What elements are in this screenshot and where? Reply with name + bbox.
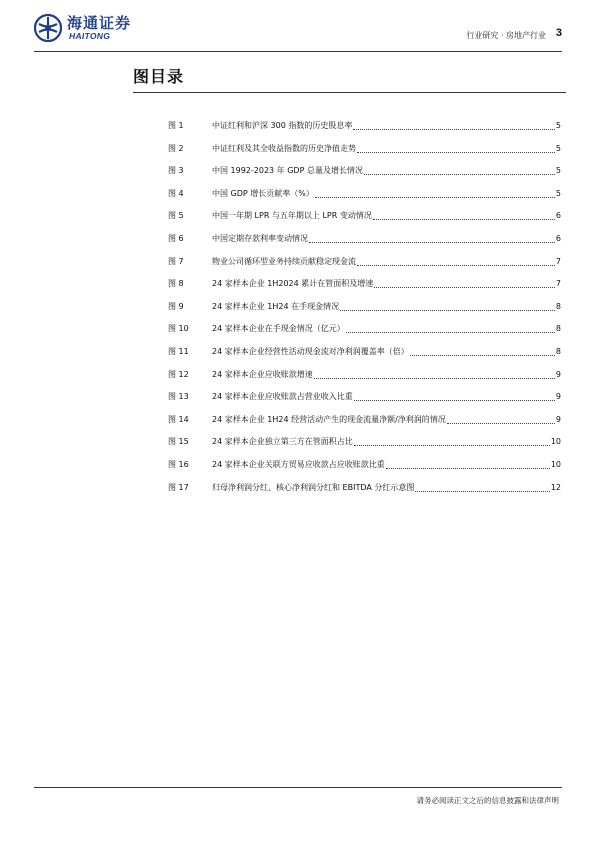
footer-divider — [34, 787, 562, 788]
toc-entry-title: 24 家样本企业应收账款增速 — [212, 369, 313, 379]
toc-entry-page: 6 — [555, 211, 561, 221]
toc-entry-title: 24 家样本企业 1H24 在手现金情况 — [212, 301, 340, 311]
toc-entry-title: 24 家样本企业在手现金情况（亿元） — [212, 324, 345, 334]
toc-leader-dots — [447, 414, 555, 424]
toc-entry-number: 图 5 — [168, 211, 184, 221]
toc-entry[interactable] — [168, 482, 561, 505]
toc-entry-page: 10 — [550, 437, 561, 447]
toc-entry-page: 9 — [555, 369, 561, 379]
haitong-logo-icon — [34, 14, 62, 42]
toc-entry-title: 归母净利润分红、核心净利润分红和 EBITDA 分红示意图 — [212, 482, 415, 492]
toc-leader-dots — [357, 143, 555, 153]
toc-entry-title: 中国定期存款利率变动情况 — [212, 233, 308, 243]
toc-leader-dots — [354, 391, 555, 401]
toc-entry-page: 9 — [555, 414, 561, 424]
toc-entry-number: 图 8 — [168, 279, 184, 289]
toc-entry-number: 图 3 — [168, 166, 184, 176]
toc-entry-title: 中证红利及其全收益指数的历史净值走势 — [212, 143, 356, 153]
toc-entry[interactable] — [168, 346, 561, 369]
figure-list — [168, 120, 561, 504]
toc-entry-page: 5 — [555, 143, 561, 153]
toc-entry-title: 24 家样本企业经营性活动现金流对净利润覆盖率（倍） — [212, 346, 409, 356]
toc-leader-dots — [353, 120, 555, 130]
toc-entry[interactable] — [168, 120, 561, 143]
toc-entry-number: 图 6 — [168, 233, 184, 243]
toc-leader-dots — [374, 278, 555, 288]
toc-entry-page: 5 — [555, 121, 561, 130]
toc-leader-dots — [410, 346, 555, 356]
toc-entry-number: 图 2 — [168, 143, 184, 153]
logo-text-cn: 海通证券 — [67, 14, 132, 32]
toc-entry-page: 12 — [550, 482, 561, 492]
toc-heading-divider — [133, 92, 566, 93]
toc-entry[interactable] — [168, 391, 561, 414]
toc-entry-number: 图 14 — [168, 414, 189, 424]
toc-entry[interactable] — [168, 301, 561, 324]
toc-entry-title: 24 家样本企业应收账款占营业收入比重 — [212, 392, 353, 402]
toc-entry-title: 24 家样本企业关联方贸易应收款占应收账款比重 — [212, 459, 385, 469]
toc-entry-page: 5 — [555, 166, 561, 176]
toc-entry-number: 图 10 — [168, 324, 189, 334]
toc-entry[interactable] — [168, 278, 561, 301]
header-divider — [34, 51, 562, 52]
toc-leader-dots — [354, 436, 550, 446]
toc-entry-page: 9 — [555, 392, 561, 402]
page-header — [34, 12, 562, 50]
toc-entry-number: 图 13 — [168, 392, 189, 402]
toc-entry-number: 图 7 — [168, 256, 184, 266]
toc-leader-dots — [386, 459, 550, 469]
toc-entry-page: 7 — [555, 279, 561, 289]
toc-heading: 图目录 — [133, 67, 185, 86]
toc-entry-page: 5 — [555, 188, 561, 198]
toc-entry[interactable] — [168, 210, 561, 233]
toc-entry[interactable] — [168, 323, 561, 346]
toc-entry-page: 8 — [555, 324, 561, 334]
toc-entry-page: 8 — [555, 346, 561, 356]
toc-entry-page: 10 — [550, 459, 561, 469]
toc-leader-dots — [346, 323, 555, 333]
toc-entry-page: 7 — [555, 256, 561, 266]
toc-leader-dots — [315, 188, 555, 198]
toc-entry[interactable] — [168, 233, 561, 256]
toc-entry[interactable] — [168, 369, 561, 392]
toc-entry[interactable] — [168, 256, 561, 279]
toc-entry[interactable] — [168, 459, 561, 482]
toc-entry-title: 24 家样本企业独立第三方在管面积占比 — [212, 437, 353, 447]
toc-entry[interactable] — [168, 188, 561, 211]
toc-entry-number: 图 9 — [168, 301, 184, 311]
toc-entry-title: 中证红利和沪深 300 指数的历史股息率 — [212, 121, 353, 130]
toc-entry[interactable] — [168, 143, 561, 166]
toc-entry-title: 物业公司循环型业务持续贡献稳定现金流 — [212, 256, 356, 266]
toc-leader-dots — [364, 165, 555, 175]
toc-entry-title: 24 家样本企业 1H24 经营活动产生的现金流量净额/净利润的情况 — [212, 414, 446, 424]
toc-entry-number: 图 12 — [168, 369, 189, 379]
header-section-label: 行业研究 · 房地产行业 — [466, 31, 546, 40]
toc-leader-dots — [373, 210, 555, 220]
toc-entry-page: 8 — [555, 301, 561, 311]
toc-entry-number: 图 4 — [168, 188, 184, 198]
toc-entry-title: 中国 GDP 增长贡献率（%） — [212, 188, 314, 198]
toc-leader-dots — [415, 482, 549, 492]
toc-entry-title: 中国一年期 LPR 与五年期以上 LPR 变动情况 — [212, 211, 372, 221]
toc-entry-title: 中国 1992-2023 年 GDP 总量及增长情况 — [212, 166, 363, 176]
logo-text-en: HAITONG — [69, 31, 111, 41]
footer-disclaimer: 请务必阅读正文之后的信息披露和法律声明 — [416, 796, 559, 805]
toc-entry-number: 图 16 — [168, 459, 189, 469]
toc-leader-dots — [309, 233, 555, 243]
toc-entry-number: 图 15 — [168, 437, 189, 447]
company-logo — [34, 12, 154, 48]
toc-leader-dots — [314, 369, 555, 379]
toc-entry-number: 图 17 — [168, 482, 189, 492]
toc-entry-number: 图 1 — [168, 121, 184, 130]
toc-entry-number: 图 11 — [168, 346, 189, 356]
toc-entry[interactable] — [168, 414, 561, 437]
toc-entry-page: 6 — [555, 233, 561, 243]
toc-leader-dots — [357, 256, 555, 266]
toc-leader-dots — [340, 301, 555, 311]
toc-entry-title: 24 家样本企业 1H2024 累计在管面积及增速 — [212, 279, 374, 289]
toc-entry[interactable] — [168, 165, 561, 188]
page-number: 3 — [555, 27, 562, 39]
toc-entry[interactable] — [168, 436, 561, 459]
